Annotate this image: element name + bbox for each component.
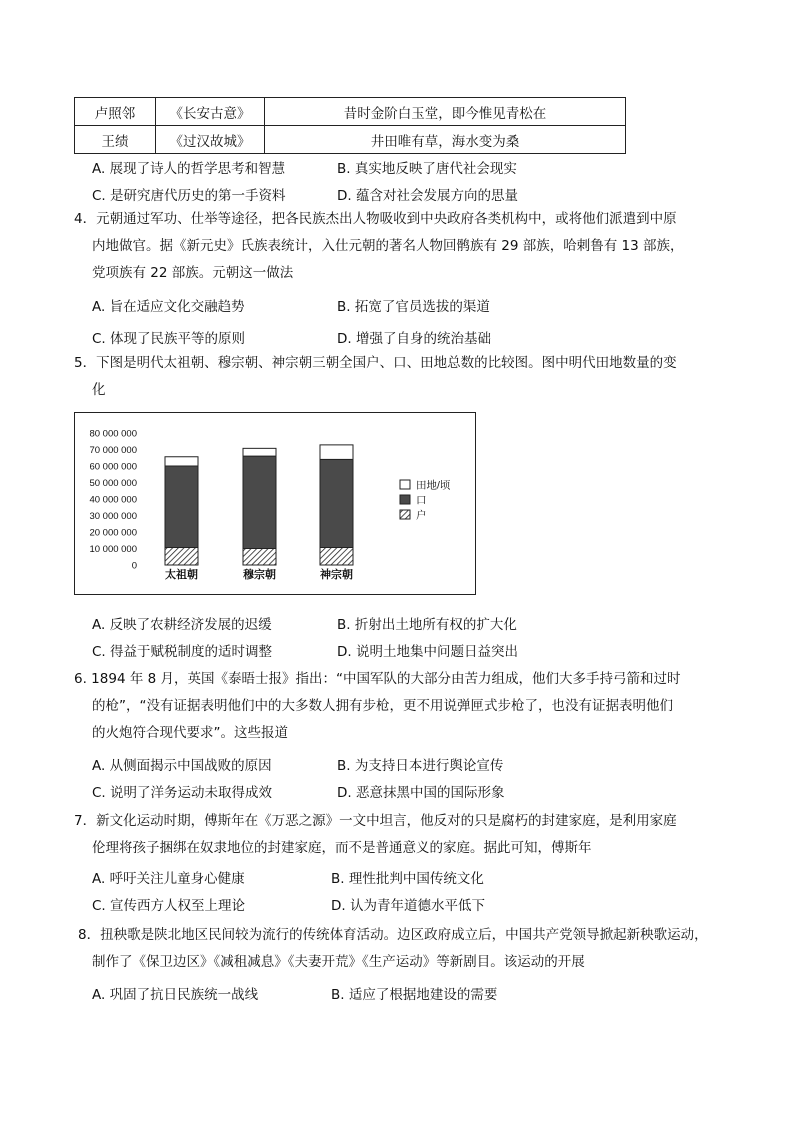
poet-cell: 卢照邻 [75,98,156,126]
bar-segment-population [243,456,276,548]
q6-option-d: D. 恶意抹黑中国的国际形象 [337,785,505,801]
q5-option-b: B. 折射出土地所有权的扩大化 [337,617,517,633]
q8-option-a: A. 巩固了抗日民族统一战线 [92,987,259,1003]
chart-svg [75,413,475,594]
x-tick-label: 穆宗朝 [243,569,276,581]
poet-cell: 王绩 [75,126,156,154]
q7-stem-line1: 7．新文化运动时期，傅斯年在《万恶之源》一文中坦言，他反对的只是腐朽的封建家庭，是利用家庭 [74,813,677,829]
q4-stem-line3: 党项族有 22 部族。元朝这一做法 [92,265,294,281]
table-row [75,98,626,126]
q4-option-c: C. 体现了民族平等的原则 [92,331,246,347]
title-cell: 《过汉故城》 [156,126,265,154]
q5-stem-line1: 5．下图是明代太祖朝、穆宗朝、神宗朝三朝全国户、口、田地总数的比较图。图中明代田地数量的变 [74,355,677,371]
x-tick-label: 太祖朝 [165,569,198,581]
legend-swatch [400,510,410,519]
q7-option-d: D. 认为青年道德水平低下 [331,898,485,914]
y-tick-label: 10 000 000 [89,544,137,555]
y-tick-label: 40 000 000 [89,494,137,506]
q6-option-b: B. 为支持日本进行舆论宣传 [337,758,504,774]
q8-option-b: B. 适应了根据地建设的需要 [331,987,498,1003]
x-tick-label: 神宗朝 [320,569,353,581]
population-land-chart [74,412,476,595]
y-tick-label: 50 000 000 [89,478,137,489]
y-tick-label: 0 [131,560,137,572]
q7-option-a: A. 呼吁关注儿童身心健康 [92,871,245,887]
q4-stem-line1: 4．元朝通过军功、仕举等途径，把各民族杰出人物吸收到中央政府各类机构中，或将他们派遣到中原 [74,211,677,227]
y-tick-label: 30 000 000 [89,511,137,522]
q5-option-a: A. 反映了农耕经济发展的迟缓 [92,617,272,633]
bar-segment-farmland [243,448,276,456]
y-tick-label: 20 000 000 [89,527,137,539]
q3-option-a: A. 展现了诗人的哲学思考和智慧 [92,161,286,177]
q6-option-a: A. 从侧面揭示中国战败的原因 [92,758,272,774]
y-tick-label: 80 000 000 [89,428,137,440]
q6-stem-line3: 的火炮符合现代要求”。这些报道 [92,725,288,741]
bar-segment-households [243,549,276,566]
q7-option-c: C. 宣传西方人权至上理论 [92,898,246,914]
q6-option-c: C. 说明了洋务运动未取得成效 [92,785,273,801]
q3-option-d: D. 蕴含对社会发展方向的思量 [337,188,518,204]
q8-stem-line2: 制作了《保卫边区》《减租减息》《夫妻开荒》《生产运动》等新剧目。该运动的开展 [92,954,585,970]
line-cell: 井田唯有草，海水变为桑 [265,126,626,154]
q7-option-b: B. 理性批判中国传统文化 [331,871,484,887]
q4-option-d: D. 增强了自身的统治基础 [337,331,491,347]
q5-option-c: C. 得益于赋税制度的适时调整 [92,644,273,660]
q4-stem-line2: 内地做官。据《新元史》氏族表统计，入仕元朝的著名人物回鹘族有 29 部族，哈剌鲁有 13 部族， [92,238,684,254]
legend-swatch [400,495,410,504]
legend-label: 田地/顷 [416,479,451,492]
q5-stem-line2: 化 [92,382,106,398]
legend-swatch [400,480,410,489]
q4-option-a: A. 旨在适应文化交融趋势 [92,299,245,315]
table-row [75,126,626,154]
bar-segment-households [165,548,198,565]
y-tick-label: 60 000 000 [89,461,137,473]
q5-option-d: D. 说明土地集中问题日益突出 [337,644,518,660]
poem-table [74,97,626,154]
title-cell: 《长安古意》 [156,98,265,126]
bar-segment-farmland [165,457,198,466]
bar-segment-population [320,459,353,547]
legend-label: 口 [416,494,427,507]
q6-stem-line2: 的枪”，“没有证据表明他们中的大多数人拥有步枪，更不用说弹匣式步枪了，也没有证据表明他们 [92,698,673,714]
bar-segment-population [165,466,198,548]
line-cell: 昔时金阶白玉堂，即今惟见青松在 [265,98,626,126]
bar-segment-farmland [320,445,353,460]
q3-option-c: C. 是研究唐代历史的第一手资料 [92,188,286,204]
q7-stem-line2: 伦理将孩子捆绑在奴隶地位的封建家庭，而不是普通意义的家庭。据此可知，傅斯年 [92,840,592,856]
y-tick-label: 70 000 000 [89,445,137,456]
q4-option-b: B. 拓宽了官员选拔的渠道 [337,299,490,315]
q8-stem-line1: 8．扭秧歌是陕北地区民间较为流行的传统体育活动。边区政府成立后，中国共产党领导掀起新秧歌运动， [78,927,708,943]
q3-option-b: B. 真实地反映了唐代社会现实 [337,161,517,177]
legend-label: 户 [416,509,427,522]
bar-segment-households [320,548,353,565]
q6-stem-line1: 6. 1894 年 8 月，英国《泰晤士报》指出：“中国军队的大部分由苦力组成，他们大多手持弓箭和过时 [74,671,681,687]
